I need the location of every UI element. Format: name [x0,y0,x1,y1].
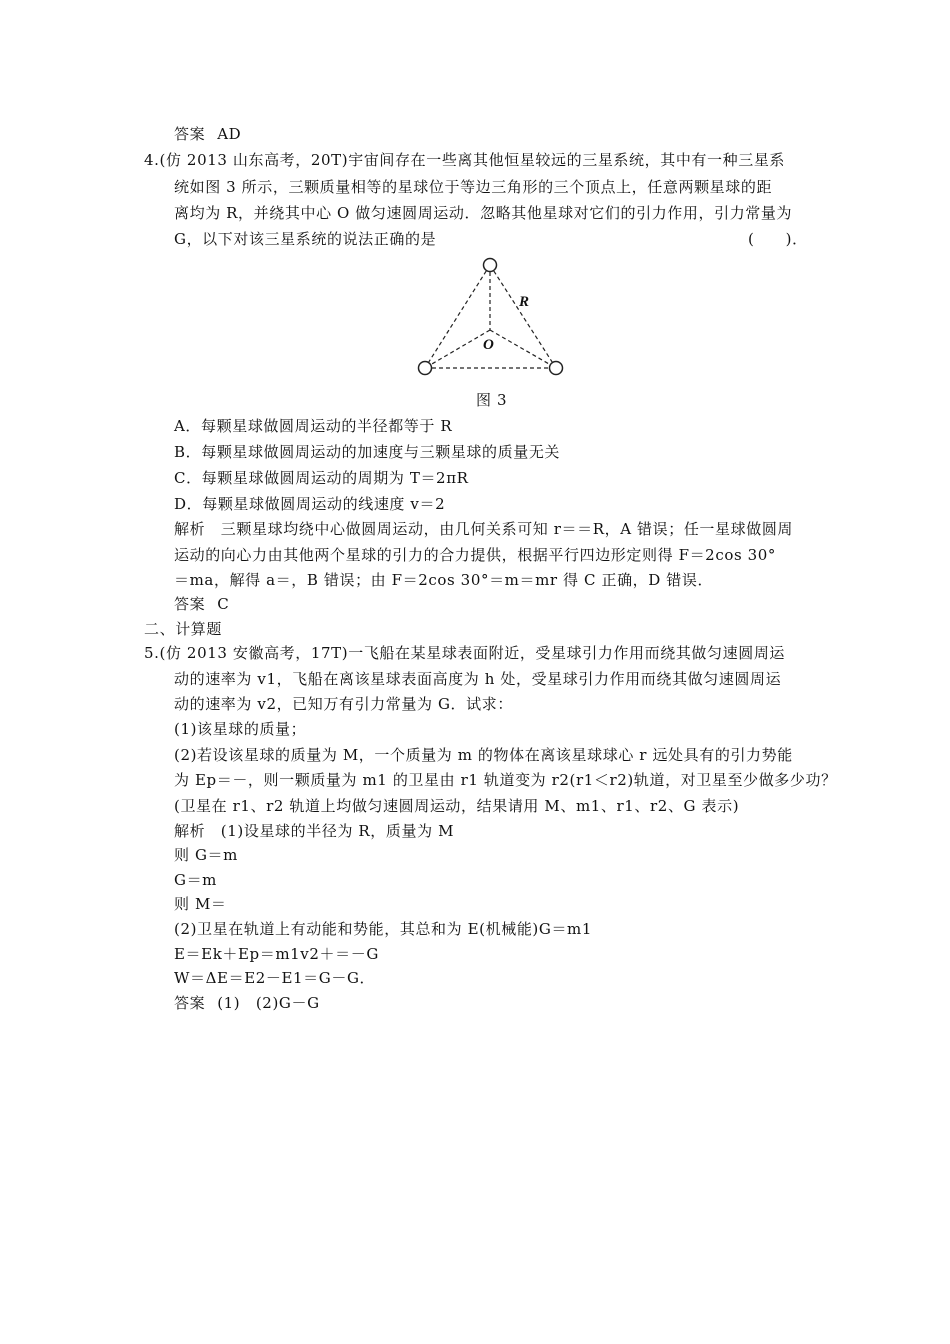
radius-left [425,330,490,368]
q4-stem-line-4: G，以下对该三星系统的说法正确的是 [174,230,437,248]
q5-analysis-line-5: (2)卫星在轨道上有动能和势能，其总和为 E(机械能)G＝m1 [174,920,593,938]
option-c: C．每颗星球做圆周运动的周期为 T＝2πR [174,469,469,487]
q4-analysis-line-2: 运动的向心力由其他两个星球的引力的合力提供，根据平行四边形定则得 F＝2cos 30° [174,546,777,564]
q5-answer-line [174,993,320,1013]
q5-part2-line-2: 为 Ep＝－，则一颗质量为 m1 的卫星由 r1 轨道变为 r2(r1＜r2)轨道，对卫星至少做多少功？ [174,771,837,789]
q5-part2-line-1: (2)若设该星球的质量为 M，一个质量为 m 的物体在离该星球球心 r 远处具有的引力势能 [174,746,793,764]
q4-stem-line-3: 离均为 R，并绕其中心 O 做匀速圆周运动．忽略其他星球对它们的引力作用，引力常量为 [174,204,793,222]
q5-analysis-line-4: 则 M＝ [174,895,227,913]
q5-analysis-line-1: 解析 (1)设星球的半径为 R，质量为 M [174,822,455,840]
answer-value: AD [217,125,242,143]
option-b: B．每颗星球做圆周运动的加速度与三颗星球的质量无关 [174,443,561,461]
option-a: A．每颗星球做圆周运动的半径都等于 R [174,417,453,435]
star-left [419,362,432,375]
star-top [484,259,497,272]
q5-stem-line-3: 动的速率为 v2，已知万有引力常量为 G．试求： [174,695,513,713]
q4-analysis-line-3: ＝ma，解得 a＝，B 错误；由 F＝2cos 30°＝m＝mr 得 C 正确，D 错误． [174,571,714,589]
option-d: D．每颗星球做圆周运动的线速度 v＝2 [174,495,446,513]
q4-analysis-line-1: 解析 三颗星球均绕中心做圆周运动，由几何关系可知 r＝＝R，A 错误；任一星球做圆周 [174,520,794,538]
q3-answer-line [174,124,241,144]
star-right [550,362,563,375]
q5-analysis-line-6: E＝Ek＋Ep＝m1v2＋＝－G [174,945,379,963]
q5-analysis-line-7: W＝ΔE＝E2－E1＝G－G． [174,969,376,987]
section-heading: 二、计算题 [144,620,223,638]
q4-stem-line-1: 4.(仿 2013 山东高考，20T)宇宙间存在一些离其他恒星较远的三星系统，其中有一种三星系 [144,151,786,169]
triangle-side-right [490,265,556,368]
q4-answer-line [174,594,229,614]
triangle-side-left [425,265,490,368]
answer-blank: ( )． [748,230,808,248]
answer-label: 答案 [174,595,206,613]
label-O: O [483,337,494,353]
radius-right [490,330,556,368]
q5-part1: (1)该星球的质量； [174,720,307,738]
figure-caption: 图 3 [476,391,508,409]
q5-part2-line-3: (卫星在 r1、r2 轨道上均做匀速圆周运动，结果请用 M、m1、r1、r2、G 表示) [174,797,740,815]
answer-value: C [217,595,230,613]
q5-stem-line-2: 动的速率为 v1，飞船在离该星球表面高度为 h 处，受星球引力作用而绕其做匀速圆周运 [174,670,782,688]
answer-value: (1) (2)G－G [217,994,320,1012]
label-R: R [519,294,530,310]
answer-label: 答案 [174,994,206,1012]
answer-label: 答案 [174,125,206,143]
q5-analysis-line-2: 则 G＝m [174,846,238,864]
three-star-figure [410,252,570,382]
q5-analysis-line-3: G＝m [174,871,218,889]
q4-stem-line-2: 统如图 3 所示，三颗质量相等的星球位于等边三角形的三个顶点上，任意两颗星球的距 [174,178,773,196]
q5-stem-line-1: 5.(仿 2013 安徽高考，17T)一飞船在某星球表面附近，受星球引力作用而绕其做匀速圆周运 [144,644,786,662]
